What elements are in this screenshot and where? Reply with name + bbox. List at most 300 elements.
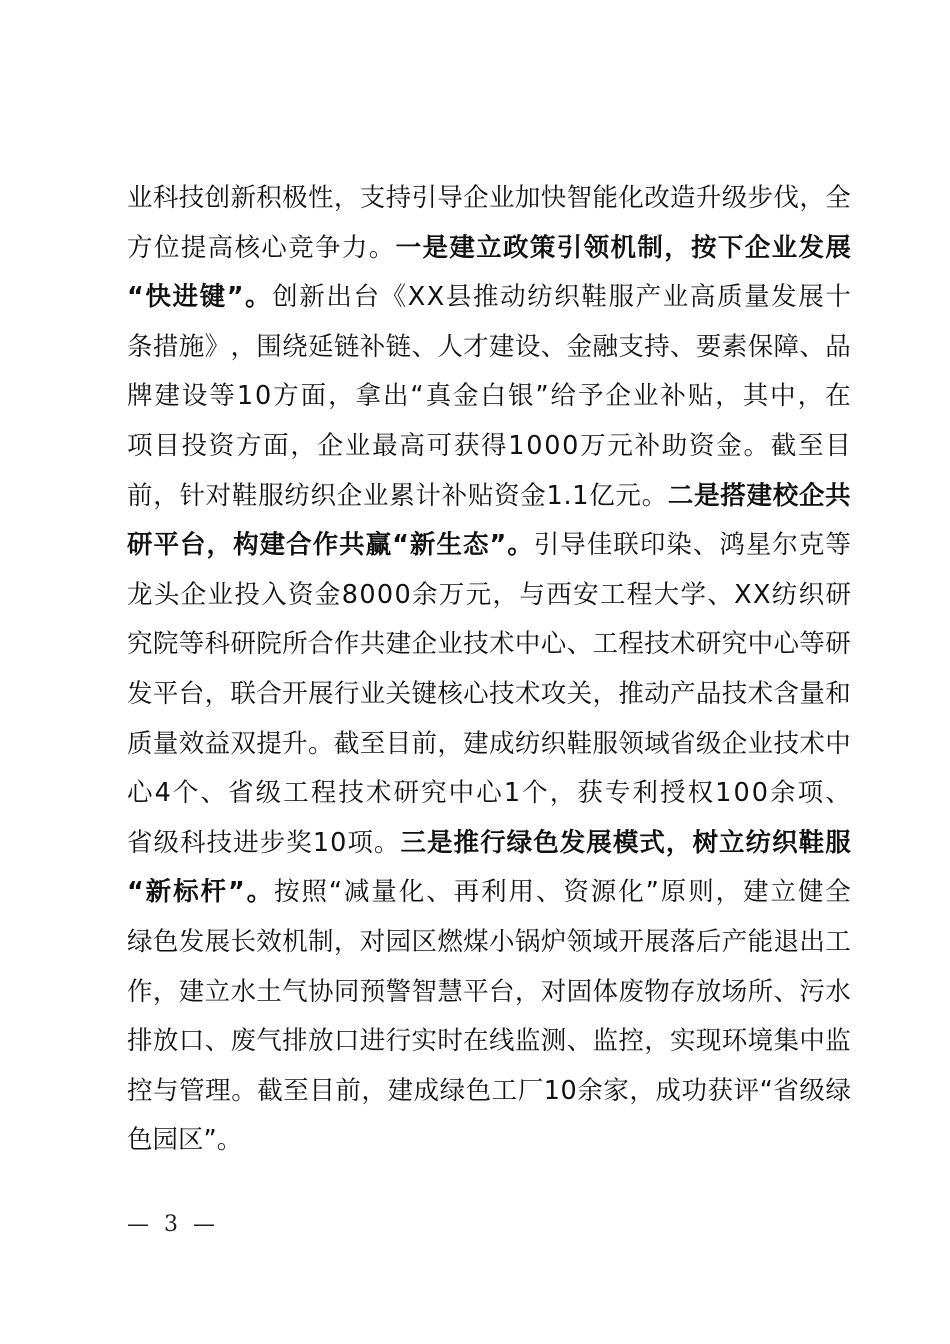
text-char: 持 bbox=[644, 331, 670, 362]
text-char: 步 bbox=[259, 827, 286, 858]
text-char: 针 bbox=[179, 480, 205, 511]
text-char: 平 bbox=[153, 530, 180, 561]
text-char: 心 bbox=[463, 678, 489, 709]
text-char: 1 bbox=[715, 778, 732, 809]
text-char: 企 bbox=[721, 728, 748, 759]
text-line bbox=[127, 1067, 851, 1117]
text-char: ， bbox=[204, 678, 231, 709]
text-char: 施 bbox=[178, 331, 205, 362]
text-char: 键 bbox=[199, 282, 226, 313]
text-char: 土 bbox=[256, 976, 282, 1007]
text-char: 真 bbox=[425, 381, 452, 412]
text-char: 固 bbox=[566, 976, 593, 1007]
text-char: 至 bbox=[283, 1075, 309, 1106]
text-char: 产 bbox=[670, 678, 696, 709]
text-char: 品 bbox=[695, 678, 722, 709]
text-char: 奖 bbox=[286, 827, 312, 858]
text-char: 集 bbox=[773, 1026, 799, 1057]
text-char: 口 bbox=[178, 1026, 205, 1057]
text-char: 条 bbox=[127, 331, 153, 362]
text-char: 引 bbox=[556, 232, 583, 263]
text-char: 究 bbox=[127, 629, 153, 660]
text-char: 能 bbox=[747, 926, 774, 957]
text-char: 程 bbox=[310, 778, 337, 809]
text-char: 织 bbox=[540, 728, 567, 759]
text-char: 、 bbox=[670, 331, 696, 362]
text-char: 术 bbox=[489, 629, 515, 660]
text-char: 与 bbox=[519, 579, 545, 610]
text-char: 业 bbox=[489, 183, 515, 213]
text-char: 等 bbox=[825, 530, 851, 561]
text-char: 星 bbox=[745, 530, 772, 561]
text-char: 技 bbox=[178, 183, 205, 213]
text-char: ” bbox=[226, 282, 244, 313]
text-char: 术 bbox=[747, 678, 774, 709]
text-char: 建 bbox=[489, 331, 515, 362]
text-char: 创 bbox=[204, 183, 231, 213]
text-char: 杆 bbox=[200, 877, 227, 908]
text-char: 共 bbox=[359, 629, 386, 660]
text-char: 资 bbox=[689, 430, 715, 461]
text-char: 面 bbox=[263, 430, 289, 461]
text-char: 企 bbox=[605, 381, 631, 412]
text-char: 智 bbox=[411, 976, 437, 1007]
text-char: 截 bbox=[257, 1075, 283, 1106]
text-char: 预 bbox=[359, 976, 386, 1007]
text-char: 工 bbox=[491, 1075, 518, 1106]
text-char: 动 bbox=[644, 678, 670, 709]
text-char: 级 bbox=[695, 728, 722, 759]
text-char: 领 bbox=[566, 926, 593, 957]
text-char: 心 bbox=[261, 232, 287, 263]
text-char: 、 bbox=[773, 976, 799, 1007]
text-char: 技 bbox=[721, 678, 748, 709]
text-char: 境 bbox=[747, 1026, 774, 1057]
text-char: 中 bbox=[825, 728, 851, 759]
text-char: 业 bbox=[359, 678, 386, 709]
text-char: 展 bbox=[825, 232, 851, 263]
text-char: 动 bbox=[500, 282, 526, 313]
text-char: 专 bbox=[604, 778, 631, 809]
text-char: 实 bbox=[411, 1026, 437, 1057]
text-char: 联 bbox=[613, 530, 639, 561]
text-char: 域 bbox=[592, 926, 618, 957]
text-char: 项 bbox=[347, 827, 373, 858]
text-char: 作 bbox=[312, 530, 339, 561]
text-char: 鞋 bbox=[581, 282, 607, 313]
text-char: 式 bbox=[639, 827, 665, 858]
text-char: 0 bbox=[254, 381, 272, 412]
text-char: 补 bbox=[660, 381, 686, 412]
text-char: 金 bbox=[314, 579, 341, 610]
text-char: 出 bbox=[382, 381, 409, 412]
text-char: 成 bbox=[489, 728, 515, 759]
text-char: 织 bbox=[798, 579, 825, 610]
text-char: 万 bbox=[580, 430, 606, 461]
text-char: 展 bbox=[204, 926, 231, 957]
text-char: 竞 bbox=[288, 232, 314, 263]
text-char: 废 bbox=[230, 1026, 256, 1057]
text-char: 省 bbox=[670, 728, 696, 759]
text-char: 成 bbox=[413, 1075, 440, 1106]
text-char: 发 bbox=[559, 827, 586, 858]
text-char: 织 bbox=[310, 480, 337, 511]
text-char: 》 bbox=[204, 331, 231, 362]
text-char: 资 bbox=[288, 579, 314, 610]
text-char: 引 bbox=[411, 183, 437, 213]
text-char: 银 bbox=[507, 381, 534, 412]
text-char: 。 bbox=[246, 877, 273, 908]
text-char: 白 bbox=[480, 381, 506, 412]
text-char: 升 bbox=[695, 183, 722, 213]
text-char: 。 bbox=[308, 728, 334, 759]
text-char: “ bbox=[328, 877, 343, 908]
text-line bbox=[127, 174, 851, 224]
text-char: ， bbox=[644, 1026, 670, 1057]
text-char: 加 bbox=[514, 183, 541, 213]
text-char: 建 bbox=[743, 877, 769, 908]
text-char: 键 bbox=[411, 678, 437, 709]
text-char: 要 bbox=[695, 331, 722, 362]
text-char: 展 bbox=[644, 926, 670, 957]
text-char: 省 bbox=[228, 778, 254, 809]
text-char: 赢 bbox=[365, 530, 392, 561]
text-char: 是 bbox=[694, 480, 720, 511]
text-char: 关 bbox=[566, 678, 593, 709]
text-char: 平 bbox=[152, 678, 179, 709]
text-char: 纺 bbox=[745, 827, 772, 858]
text-char: 工 bbox=[592, 629, 618, 660]
text-char: 补 bbox=[441, 480, 468, 511]
text-char: 全 bbox=[825, 877, 851, 908]
text-char: 存 bbox=[670, 976, 696, 1007]
text-line bbox=[127, 819, 851, 869]
text-char: 工 bbox=[599, 579, 626, 610]
text-char: 态 bbox=[462, 530, 489, 561]
text-char: ， bbox=[715, 877, 742, 908]
text-char: 设 bbox=[514, 331, 541, 362]
text-char: 元 bbox=[607, 430, 633, 461]
text-char: 力 bbox=[341, 232, 368, 263]
text-char: ， bbox=[715, 381, 741, 412]
text-char: 进 bbox=[359, 1026, 386, 1057]
text-char: 、 bbox=[426, 877, 452, 908]
text-char: 绕 bbox=[282, 331, 308, 362]
text-char: 、 bbox=[799, 331, 825, 362]
text-char: 尔 bbox=[772, 530, 798, 561]
text-char: 科 bbox=[180, 827, 206, 858]
text-line bbox=[127, 1017, 851, 1067]
text-char: 燃 bbox=[437, 926, 463, 957]
text-char: X bbox=[426, 282, 445, 313]
text-char: 领 bbox=[618, 728, 644, 759]
text-char: 控 bbox=[127, 1075, 153, 1106]
text-char: 获 bbox=[453, 430, 480, 461]
text-char: 位 bbox=[153, 232, 180, 263]
text-char: ” bbox=[535, 381, 549, 412]
text-char: 目 bbox=[385, 728, 412, 759]
text-char: 业 bbox=[632, 381, 659, 412]
text-line bbox=[127, 670, 851, 720]
text-char: 台 bbox=[180, 530, 206, 561]
text-char: ， bbox=[333, 183, 360, 213]
text-char: 行 bbox=[385, 1026, 412, 1057]
text-char: 立 bbox=[719, 827, 745, 858]
text-char: 创 bbox=[272, 282, 298, 313]
text-char: 金 bbox=[716, 430, 742, 461]
text-char: 废 bbox=[618, 976, 644, 1007]
text-char: 按 bbox=[691, 232, 717, 263]
text-char: 服 bbox=[608, 282, 635, 313]
text-char: 评 bbox=[733, 1075, 760, 1106]
text-char: 链 bbox=[333, 331, 360, 362]
text-char: 新 bbox=[299, 282, 325, 313]
text-char: 炉 bbox=[540, 926, 567, 957]
text-char: 业 bbox=[362, 480, 389, 511]
text-char: 投 bbox=[234, 579, 260, 610]
text-char: 原 bbox=[660, 877, 687, 908]
text-char: 协 bbox=[308, 976, 334, 1007]
text-char: 是 bbox=[427, 827, 453, 858]
text-char: 台 bbox=[353, 282, 379, 313]
text-char: 金 bbox=[566, 331, 593, 362]
text-char: 织 bbox=[554, 282, 580, 313]
text-char: 0 bbox=[376, 579, 394, 610]
text-char: 级 bbox=[799, 1075, 825, 1106]
text-char: 1 bbox=[503, 778, 521, 809]
text-char: 构 bbox=[233, 530, 259, 561]
text-char: 利 bbox=[481, 877, 507, 908]
text-char: 水 bbox=[825, 976, 851, 1007]
text-char: 线 bbox=[489, 1026, 515, 1057]
text-char: 个 bbox=[172, 778, 199, 809]
text-char: 成 bbox=[655, 1075, 681, 1106]
text-char: 纺 bbox=[514, 728, 541, 759]
text-char: 是 bbox=[422, 232, 448, 263]
text-char: 、 bbox=[200, 778, 226, 809]
text-char: 研 bbox=[230, 629, 256, 660]
text-char: 0 bbox=[560, 1075, 577, 1106]
text-char: ， bbox=[799, 183, 825, 213]
text-char: 究 bbox=[721, 629, 748, 660]
text-line bbox=[127, 769, 851, 819]
text-char: 鞋 bbox=[231, 480, 258, 511]
text-char: 障 bbox=[773, 331, 799, 362]
text-char: 领 bbox=[583, 232, 610, 263]
text-char: ， bbox=[797, 381, 824, 412]
text-line bbox=[127, 224, 851, 274]
text-char: 企 bbox=[798, 480, 825, 511]
text-char: 和 bbox=[825, 678, 851, 709]
text-char: 纺 bbox=[284, 480, 310, 511]
text-char: 核 bbox=[234, 232, 260, 263]
text-char: 树 bbox=[692, 827, 718, 858]
text-char: ， bbox=[206, 530, 233, 561]
text-char: 术 bbox=[670, 629, 696, 660]
text-char: 建 bbox=[746, 480, 773, 511]
body-paragraph bbox=[127, 174, 851, 1166]
text-line bbox=[127, 918, 851, 968]
text-char: 印 bbox=[639, 530, 666, 561]
text-char: 中 bbox=[770, 381, 796, 412]
text-char: 1 bbox=[312, 827, 330, 858]
text-char: 计 bbox=[415, 480, 441, 511]
text-char: 才 bbox=[463, 331, 489, 362]
text-char: 龙 bbox=[127, 579, 153, 610]
text-char: 高 bbox=[399, 430, 425, 461]
text-char: 目 bbox=[309, 1075, 335, 1106]
text-char: 时 bbox=[437, 1026, 463, 1057]
text-char: 同 bbox=[333, 976, 360, 1007]
text-char: 对 bbox=[205, 480, 232, 511]
text-char: ， bbox=[437, 728, 463, 759]
text-char: 、 bbox=[540, 331, 567, 362]
text-char: 至 bbox=[797, 430, 824, 461]
text-char: 发 bbox=[771, 282, 797, 313]
text-char: 企 bbox=[336, 480, 363, 511]
text-char: 攻 bbox=[540, 678, 567, 709]
text-char: 4 bbox=[154, 778, 171, 809]
text-char: 得 bbox=[481, 430, 507, 461]
text-char: 化 bbox=[398, 877, 425, 908]
text-char: 科 bbox=[204, 629, 231, 660]
text-char: 融 bbox=[592, 331, 618, 362]
text-char: 升 bbox=[282, 728, 308, 759]
text-char: 下 bbox=[717, 232, 744, 263]
text-char: 双 bbox=[230, 728, 256, 759]
text-char: 利 bbox=[632, 778, 658, 809]
text-char: 牌 bbox=[127, 381, 153, 412]
text-char: 企 bbox=[744, 232, 771, 263]
text-char: 监 bbox=[825, 1026, 851, 1057]
text-char: 对 bbox=[540, 976, 567, 1007]
text-char: 质 bbox=[127, 728, 153, 759]
page-number: — 3 — bbox=[127, 1212, 219, 1237]
text-char: 管 bbox=[179, 1075, 205, 1106]
text-char: 克 bbox=[798, 530, 825, 561]
text-char: 支 bbox=[359, 183, 386, 213]
text-char: 与 bbox=[153, 1075, 179, 1106]
text-char: 极 bbox=[282, 183, 308, 213]
text-char: 厂 bbox=[517, 1075, 544, 1106]
text-char: “ bbox=[410, 381, 424, 412]
text-char: 织 bbox=[772, 827, 798, 858]
text-char: 服 bbox=[258, 480, 284, 511]
text-char: ， bbox=[664, 232, 690, 263]
text-char: X bbox=[752, 579, 771, 610]
text-char: 性 bbox=[308, 183, 334, 213]
text-char: ” bbox=[489, 530, 507, 561]
text-char: 校 bbox=[772, 480, 799, 511]
text-char: 展 bbox=[586, 827, 612, 858]
text-char: 按 bbox=[274, 877, 300, 908]
text-char: 。 bbox=[245, 282, 271, 313]
text-char: 功 bbox=[681, 1075, 707, 1106]
text-char: 建 bbox=[463, 728, 489, 759]
text-char: 制 bbox=[637, 232, 663, 263]
text-char: 入 bbox=[261, 579, 287, 610]
text-char: 鞋 bbox=[566, 728, 593, 759]
text-char: 金 bbox=[453, 381, 479, 412]
text-char: 绿 bbox=[825, 1075, 851, 1106]
text-char: ， bbox=[549, 778, 576, 809]
text-char: 改 bbox=[644, 183, 670, 213]
text-char: 技 bbox=[773, 728, 799, 759]
text-char: 技 bbox=[338, 778, 364, 809]
text-char: 科 bbox=[152, 183, 179, 213]
text-char: 企 bbox=[317, 430, 344, 461]
text-line bbox=[127, 472, 851, 522]
text-char: 0 bbox=[544, 430, 561, 461]
text-char: “ bbox=[127, 282, 144, 313]
text-char: 出 bbox=[326, 282, 352, 313]
text-char: 、 bbox=[707, 579, 733, 610]
text-char: 前 bbox=[411, 728, 437, 759]
text-char: 开 bbox=[282, 678, 308, 709]
text-char: 1 bbox=[543, 1075, 560, 1106]
text-char: 机 bbox=[610, 232, 636, 263]
text-char: 前 bbox=[335, 1075, 361, 1106]
text-char: 资 bbox=[208, 430, 235, 461]
text-char: 提 bbox=[180, 232, 207, 263]
text-char: 心 bbox=[540, 629, 567, 660]
text-char: 含 bbox=[773, 678, 799, 709]
text-char: 累 bbox=[389, 480, 415, 511]
text-char: 煤 bbox=[463, 926, 489, 957]
text-char: 行 bbox=[480, 827, 506, 858]
text-char: 0 bbox=[330, 827, 347, 858]
text-char: 照 bbox=[301, 877, 327, 908]
text-char: 色 bbox=[533, 827, 559, 858]
text-char: 业 bbox=[771, 232, 798, 263]
text-char: 安 bbox=[573, 579, 599, 610]
text-char: 研 bbox=[127, 530, 153, 561]
text-char: 排 bbox=[282, 1026, 308, 1057]
text-char: 口 bbox=[333, 1026, 360, 1057]
text-char: 色 bbox=[465, 1075, 492, 1106]
text-char: 对 bbox=[359, 926, 386, 957]
text-char: 物 bbox=[644, 976, 670, 1007]
text-char: 术 bbox=[365, 778, 392, 809]
text-char: 核 bbox=[437, 678, 463, 709]
text-char: ， bbox=[333, 926, 360, 957]
text-char: 级 bbox=[255, 778, 282, 809]
text-char: 推 bbox=[472, 282, 499, 313]
text-char: 万 bbox=[438, 579, 465, 610]
text-char: 业 bbox=[437, 629, 463, 660]
text-char: 则 bbox=[688, 877, 714, 908]
text-char: 方 bbox=[127, 232, 153, 263]
text-char: 头 bbox=[153, 579, 180, 610]
text-char: 合 bbox=[286, 530, 312, 561]
text-char: 慧 bbox=[437, 976, 463, 1007]
text-char: 发 bbox=[798, 232, 824, 263]
text-char: 补 bbox=[634, 430, 661, 461]
text-char: 亿 bbox=[589, 480, 615, 511]
text-char: 推 bbox=[453, 827, 480, 858]
text-char: 共 bbox=[825, 480, 851, 511]
text-char: 元 bbox=[465, 579, 492, 610]
text-char: 贴 bbox=[687, 381, 714, 412]
text-char: ” bbox=[227, 877, 245, 908]
text-char: “ bbox=[392, 530, 409, 561]
text-char: 合 bbox=[308, 629, 334, 660]
text-char: 导 bbox=[437, 183, 463, 213]
text-char: 、 bbox=[566, 629, 593, 660]
text-char: ， bbox=[290, 430, 316, 461]
text-char: 监 bbox=[514, 1026, 541, 1057]
text-char: 心 bbox=[127, 778, 153, 809]
